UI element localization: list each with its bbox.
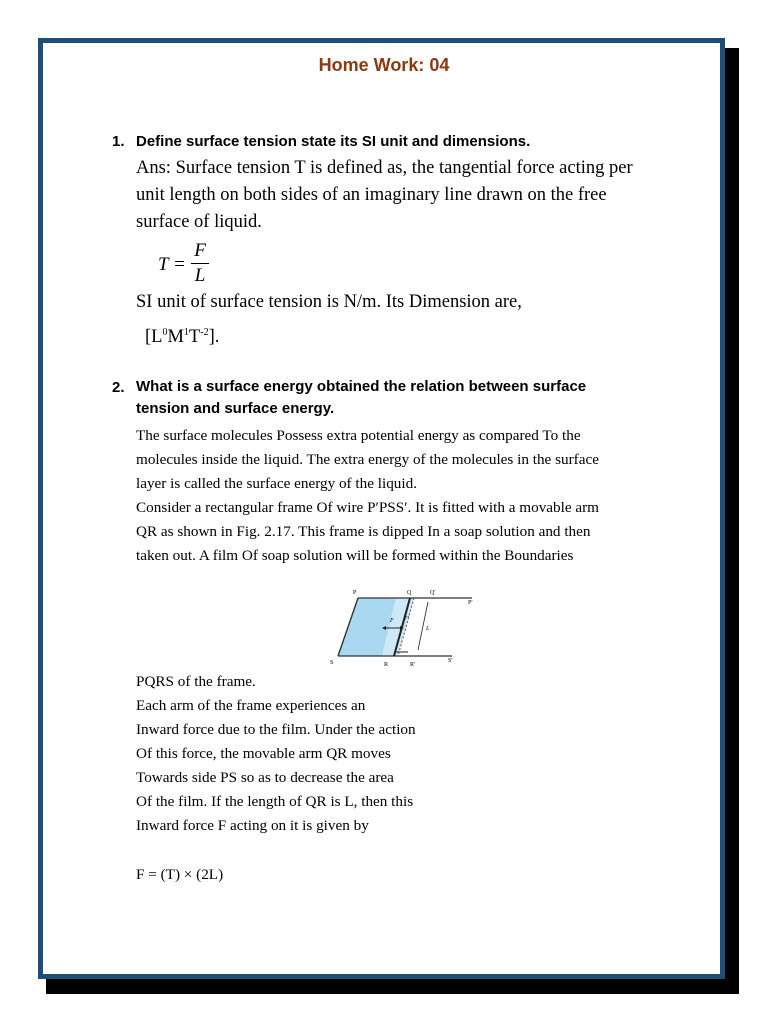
question-1-answer — [136, 155, 696, 236]
answer-line: Ans: Surface tension T is defined as, the tangential force acting per — [136, 158, 633, 178]
dim-close: ]. — [208, 327, 220, 347]
answer-line: surface of liquid. — [136, 212, 262, 232]
paragraph-line: molecules inside the liquid. The extra energy of the molecules in the surface — [136, 451, 599, 468]
question-1-text: Define surface tension state its SI unit and dimensions. — [136, 133, 531, 150]
page-title: Home Work: 04 — [318, 55, 450, 75]
label-p: P — [353, 590, 357, 596]
question-line: What is a surface energy obtained the relation between surface — [136, 378, 587, 395]
label-l: L — [426, 626, 430, 632]
question-2-text — [136, 376, 696, 420]
paragraph-line: Inward force F acting on it is given by — [136, 817, 369, 834]
label-s-prime: S′ — [448, 658, 453, 664]
fraction-bar — [191, 263, 209, 264]
paragraph-line: Of the film. If the length of QR is L, then this — [136, 793, 414, 810]
paragraph-line: The surface molecules Possess extra potential energy as compared To the — [136, 427, 581, 444]
dim-exp-t: -2 — [200, 327, 209, 338]
paragraph-line: Inward force due to the film. Under the action — [136, 721, 416, 738]
soap-film-frame-figure — [318, 584, 490, 670]
force-equation: F = (T) × (2L) — [136, 866, 224, 883]
label-q: Q — [407, 590, 412, 596]
label-q-prime: Q′ — [430, 590, 436, 596]
label-r-prime: R′ — [410, 662, 416, 668]
formula-lhs: T = — [158, 254, 186, 275]
dim-m: M — [167, 327, 184, 347]
paragraph-line: Consider a rectangular frame Of wire P′PSS′. It is fitted with a movable arm — [136, 499, 599, 516]
paragraph-line: Each arm of the frame experiences an — [136, 697, 366, 714]
surface-energy-paragraph — [136, 424, 696, 568]
label-r: R — [384, 662, 389, 668]
formula-denominator: L — [194, 265, 206, 286]
question-2-number: 2. — [112, 379, 125, 396]
force-derivation-paragraph — [136, 670, 696, 838]
dimension-formula — [145, 327, 219, 348]
paragraph-line: taken out. A film Of soap solution will be formed within the Boundaries — [136, 547, 574, 564]
answer-line: unit length on both sides of an imaginary line drawn on the free — [136, 185, 607, 205]
label-p-prime: P′ — [468, 600, 473, 606]
dim-open: [L — [145, 327, 163, 347]
paragraph-line: layer is called the surface energy of the liquid. — [136, 475, 417, 492]
label-s: S — [330, 660, 334, 666]
dim-exp-m: 1 — [183, 327, 189, 338]
paragraph-line: Of this force, the movable arm QR moves — [136, 745, 391, 762]
question-1-number: 1. — [112, 133, 125, 150]
dim-t: T — [188, 327, 201, 347]
paragraph-line: Towards side PS so as to decrease the area — [136, 769, 394, 786]
formula-fraction — [191, 240, 209, 287]
dim-exp-l: 0 — [162, 327, 168, 338]
label-f-prime: F′ — [404, 616, 409, 622]
question-line: tension and surface energy. — [136, 400, 335, 417]
formula-numerator: F — [194, 240, 206, 261]
si-unit-line: SI unit of surface tension is N/m. Its Dimension are, — [136, 292, 522, 312]
paragraph-line: QR as shown in Fig. 2.17. This frame is dipped In a soap solution and then — [136, 523, 591, 540]
label-f: F — [390, 618, 394, 624]
paragraph-line: PQRS of the frame. — [136, 673, 256, 690]
